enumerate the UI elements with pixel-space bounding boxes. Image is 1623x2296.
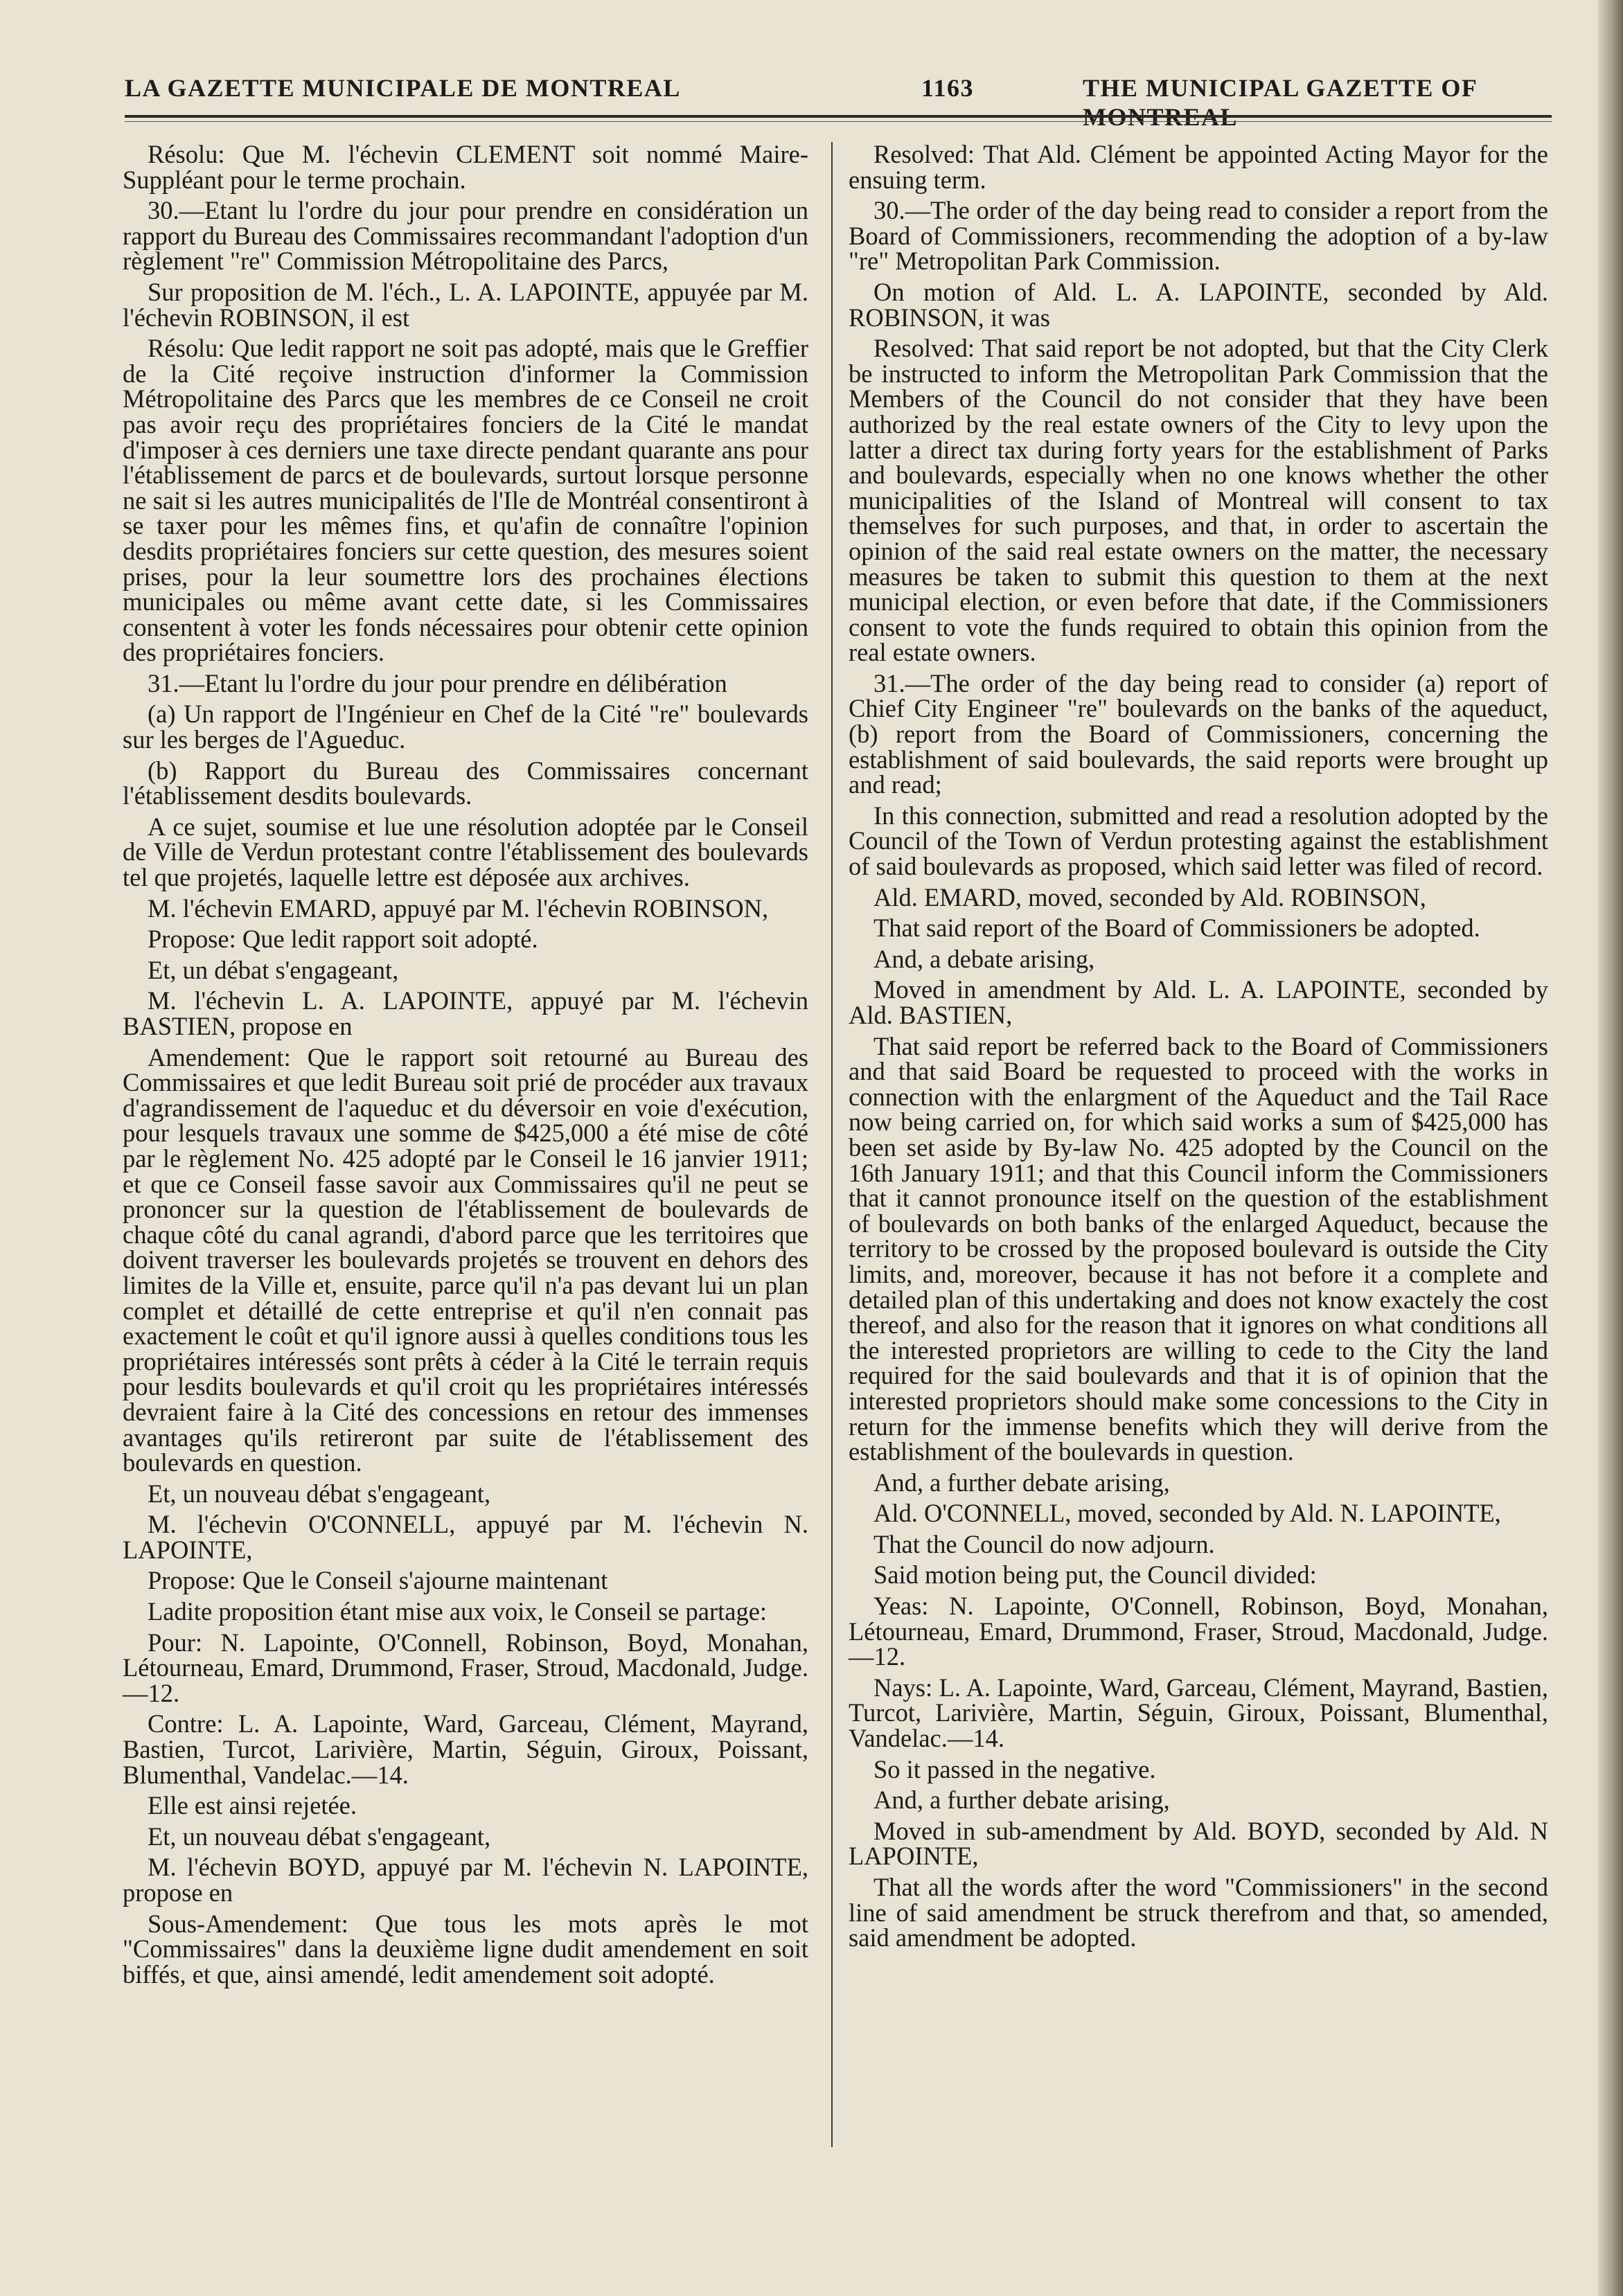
- english-paragraph: Ald. O'CONNELL, moved, seconded by Ald. N. LAPOINTE,: [873, 1499, 1501, 1528]
- binding-edge: [1598, 0, 1623, 2296]
- english-paragraph: Ald. EMARD, moved, seconded by Ald. ROBINSON,: [873, 882, 1426, 911]
- french-column: [123, 142, 808, 1993]
- english-paragraph: On motion of Ald. L. A. LAPOINTE, seconded by Ald. ROBINSON, it was: [849, 277, 1548, 332]
- french-paragraph: M. l'échevin BOYD, appuyé par M. l'échevin N. LAPOINTE, propose en: [123, 1853, 808, 1907]
- english-paragraph: And, a debate arising,: [873, 944, 1095, 973]
- french-paragraph: (a) Un rapport de l'Ingénieur en Chef de la Cité "re" boulevards sur les berges de l'Agueduc.: [123, 700, 808, 754]
- english-paragraph: That said report be referred back to the Board of Commissioners and that said Board be requested to proceed with the works in connection with the enlargment of the Aqueduct and the Tail Race now being carried on, for which said works a sum of $425,000 has been set aside by By-law No. 425 adopted by the Council on the 16th January 1911; and that this Council inform the Commissioners that it cannot pronounce itself on the question of the establishment of boulevards on both banks of the enlarged Aqueduct, because the territory to be crossed by the proposed boulevard is outside the City limits, and, moreover, because it has not before it a complete and detailed plan of this undertaking and does not know exactely the cost thereof, and also for the reason that it ignores on what conditions all the interested proprietors are willing to cede to the City the land required for the said boulevards and that it is of opinion that the interested proprietors should make some concessions to the City in return for the immense benefits which they will derive from the establishment of the boulevards in question.: [849, 1031, 1548, 1466]
- page-number: 1163: [921, 74, 975, 102]
- french-paragraph: M. l'échevin O'CONNELL, appuyé par M. l'échevin N. LAPOINTE,: [123, 1510, 808, 1564]
- french-paragraph: Pour: N. Lapointe, O'Connell, Robinson, Boyd, Monahan, Létourneau, Emard, Drummond, Fraser, Stroud, Macdonald, Judge.—12.: [123, 1628, 808, 1707]
- french-paragraph: Elle est ainsi rejetée.: [148, 1791, 357, 1820]
- french-paragraph: Et, un nouveau débat s'engageant,: [148, 1479, 491, 1508]
- english-paragraph: Moved in amendment by Ald. L. A. LAPOINTE, seconded by Ald. BASTIEN,: [849, 975, 1548, 1029]
- french-paragraph: (b) Rapport du Bureau des Commissaires concernant l'établissement desdits boulevards.: [123, 756, 808, 810]
- header-rule-thick: [125, 115, 1552, 118]
- english-paragraph: Said motion being put, the Council divided:: [873, 1560, 1317, 1590]
- english-paragraph: Moved in sub-amendment by Ald. BOYD, seconded by Ald. N LAPOINTE,: [849, 1816, 1548, 1871]
- english-paragraph: And, a further debate arising,: [873, 1786, 1170, 1815]
- french-paragraph: Ladite proposition étant mise aux voix, le Conseil se partage:: [148, 1597, 768, 1626]
- english-paragraph: Nays: L. A. Lapointe, Ward, Garceau, Clément, Mayrand, Bastien, Turcot, Larivière, Martin, Séguin, Giroux, Poissant, Blumenthal, Vandelac.—14.: [849, 1673, 1548, 1753]
- english-paragraph: That the Council do now adjourn.: [873, 1529, 1215, 1558]
- french-paragraph: Propose: Que ledit rapport soit adopté.: [148, 925, 538, 954]
- french-paragraph: 31.—Etant lu l'ordre du jour pour prendre en délibération: [148, 668, 727, 697]
- french-paragraph: Contre: L. A. Lapointe, Ward, Garceau, Clément, Mayrand, Bastien, Turcot, Larivière, Martin, Séguin, Giroux, Poissant, Blumenthal, Vandelac.—14.: [123, 1709, 808, 1789]
- column-divider: [831, 142, 833, 2147]
- french-paragraph: A ce sujet, soumise et lue une résolution adoptée par le Conseil de Ville de Verdun protestant contre l'établissement des boulevards tel que projetés, laquelle lettre est déposée aux archives.: [123, 812, 808, 892]
- english-paragraph: And, a further debate arising,: [873, 1468, 1170, 1497]
- french-paragraph: Sous-Amendement: Que tous les mots après le mot "Commissaires" dans la deuxième ligne dudit amendement en soit biffés, et que, ainsi amendé, ledit amendement soit adopté.: [123, 1909, 808, 1988]
- english-paragraph: Resolved: That Ald. Clément be appointed Acting Mayor for the ensuing term.: [849, 140, 1548, 194]
- french-paragraph: Amendement: Que le rapport soit retourné au Bureau des Commissaires et que ledit Bureau soit prié de procéder aux travaux d'agrandissement de l'aqueduc et du déversoir en voie d'exécution, pour lesquels travaux une somme de $425,000 a été mise de côté par le règlement No. 425 adopté par le Conseil le 16 janvier 1911; et que ce Conseil fasse savoir aux Commissaires qu'il ne peut se prononcer sur la question de l'établissement de boulevards de chaque côté du canal agrandi, d'abord parce que les territoires que doivent traverser les boulevards projetés se trouvent en dehors des limites de la Ville et, ensuite, parce qu'il n'a pas devant lui un plan complet et détaillé de cette entreprise et qu'il n'en connait pas exactement le coût et qu'il ignore aussi à quelles conditions tous les propriétaires intéressés sont prêts à céder à la Cité le terrain requis pour lesdits boulevards et qu'il croit qu les propriétaires intéressés devraient faire à la Cité des concessions en retour des immenses avantages qu'ils retireront par suite de l'établissement des boulevards en question.: [123, 1042, 808, 1477]
- english-paragraph: 30.—The order of the day being read to consider a report from the Board of Commissioners, recommending the adoption of a by-law "re" Metropolitan Park Commission.: [849, 196, 1548, 276]
- french-paragraph: 30.—Etant lu l'ordre du jour pour prendre en considération un rapport du Bureau des Commissaires recommandant l'adoption d'un règlement "re" Commission Métropolitaine des Parcs,: [123, 196, 808, 276]
- french-paragraph: Et, un débat s'engageant,: [148, 955, 399, 984]
- english-column: [849, 142, 1548, 1957]
- english-paragraph: That all the words after the word "Commissioners" in the second line of said amendment be struck therefrom and that, so amended, said amendment be adopted.: [849, 1873, 1548, 1952]
- english-masthead: THE MUNICIPAL GAZETTE OF MONTREAL: [1083, 74, 1478, 131]
- english-paragraph: Resolved: That said report be not adopted, but that the City Clerk be instructed to inform the Metropolitan Park Commission that the Members of the Council do not consider that they have been authorized by the real estate owners of the City to levy upon the latter a direct tax during forty years for the establishment of Parks and boulevards, especially when no one knows whether the other municipalities of the Island of Montreal will consent to tax themselves for such purposes, and that, in order to ascertain the opinion of the said real estate owners on the matter, the necessary measures be taken to submit this question to them at the next municipal election, or even before that date, if the Commissioners consent to vote the funds required to obtain this opinion from the real estate owners.: [849, 334, 1548, 667]
- french-paragraph: Et, un nouveau débat s'engageant,: [148, 1822, 491, 1851]
- english-paragraph: In this connection, submitted and read a resolution adopted by the Council of the Town of Verdun protesting against the establishment of said boulevards as proposed, which said letter was filed of record.: [849, 801, 1548, 881]
- english-paragraph: So it passed in the negative.: [873, 1754, 1156, 1783]
- header-rule-thin: [125, 121, 1552, 122]
- english-paragraph: That said report of the Board of Commissioners be adopted.: [873, 914, 1480, 943]
- english-paragraph: 31.—The order of the day being read to consider (a) report of Chief City Engineer "re" boulevards on the banks of the aqueduct, (b) report from the Board of Commissioners, concerning the establishment of said boulevards, the said reports were brought up and read;: [849, 668, 1548, 799]
- page-header: [114, 68, 1568, 131]
- french-paragraph: Résolu: Que ledit rapport ne soit pas adopté, mais que le Greffier de la Cité reçoive instruction d'informer la Commission Métropolitaine des Parcs que les membres de ce Conseil ne croit pas avoir reçu des propriétaires fonciers de la Cité le mandat d'imposer à ces derniers une taxe directe pendant quarante ans pour l'établissement de parcs et de boulevards, surtout lorsque personne ne sait si les autres municipalités de l'Ile de Montréal consentiront à se taxer pour les mêmes fins, et qu'afin de connaître l'opinion desdits propriétaires fonciers sur cette question, des mesures soient prises, pour la leur soumettre lors des prochaines élections municipales ou même avant cette date, si les Commissaires consentent à voter les fonds nécessaires pour obtenir cette opinion des propriétaires fonciers.: [123, 334, 808, 667]
- french-paragraph: M. l'échevin L. A. LAPOINTE, appuyé par M. l'échevin BASTIEN, propose en: [123, 986, 808, 1040]
- french-paragraph: Sur proposition de M. l'éch., L. A. LAPOINTE, appuyée par M. l'échevin ROBINSON, il est: [123, 277, 808, 332]
- french-paragraph: Propose: Que le Conseil s'ajourne maintenant: [148, 1566, 608, 1595]
- french-paragraph: M. l'échevin EMARD, appuyé par M. l'échevin ROBINSON,: [148, 893, 769, 923]
- french-masthead: LA GAZETTE MUNICIPALE DE MONTREAL: [125, 74, 681, 102]
- french-paragraph: Résolu: Que M. l'échevin CLEMENT soit nommé Maire-Suppléant pour le terme prochain.: [123, 140, 808, 194]
- english-paragraph: Yeas: N. Lapointe, O'Connell, Robinson, Boyd, Monahan, Létourneau, Emard, Drummond, Fraser, Stroud, Macdonald, Judge.—12.: [849, 1592, 1548, 1671]
